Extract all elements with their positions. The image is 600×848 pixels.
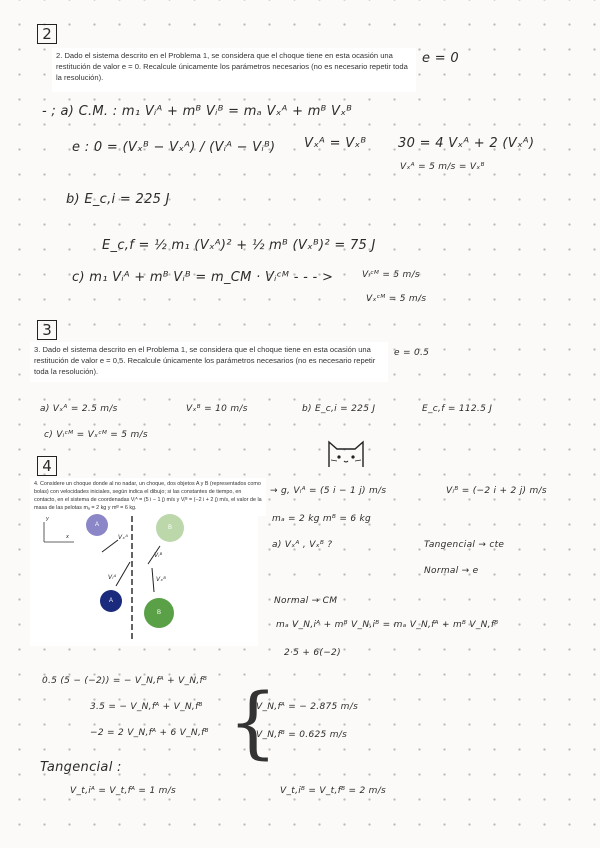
system-brace: {: [228, 678, 278, 768]
velocity-a-final-label: Vₓᴬ: [118, 534, 129, 541]
axis-x-label: x: [66, 534, 70, 540]
velocity-b-initial-label: Vᵢᴮ: [154, 552, 163, 559]
s4-line-6: Normal → e: [424, 566, 479, 576]
s4-line-10: 0.5 (5 − (−2)) = − V_N,fᴬ + V_N,fᴮ: [42, 676, 208, 686]
s3-line-5: c) Vᵢᶜᴹ = Vₓᶜᴹ = 5 m/s: [44, 430, 148, 440]
s4-line-1: → g, Vᵢᴬ = (5 i − 1 j) m/s: [270, 486, 387, 496]
s2-line-2: e : 0 = (Vₓᴮ − Vₓᴬ) / (Vᵢᴬ − Vᵢᴮ): [72, 140, 276, 155]
section-number-2: 2: [37, 24, 57, 44]
s3-line-4: E_c,f = 112.5 J: [422, 404, 493, 414]
s4-line-17: V_t,iᴮ = V_t,fᴮ = 2 m/s: [280, 786, 387, 796]
ball-b-final: B: [144, 598, 174, 628]
s4-line-5: Tangencial → cte: [424, 540, 505, 550]
s3-line-3: b) E_c,i = 225 J: [302, 404, 376, 414]
problem-2-statement: 2. Dado el sistema descrito en el Problema 1, se considera que el choque tiene en esta ocasión una restitución de valor e = 0. Recalcule únicamente los parámetros necesarios (no es necesario repetir toda la resolución).: [52, 48, 416, 92]
ball-b-initial: B: [156, 514, 184, 542]
s2-line-1: - ; a) C.M. : m₁ Vᵢᴬ + mᴮ Vᵢᴮ = mₐ Vₓᴬ + mᴮ Vₓᴮ: [42, 104, 353, 119]
s4-line-13: V_N,fᴬ = − 2.875 m/s: [256, 702, 359, 712]
s4-line-12: −2 = 2 V_N,fᴬ + 6 V_N,fᴮ: [90, 728, 209, 738]
s4-line-11: 3.5 = − V_N,fᴬ + V_N,fᴮ: [90, 702, 203, 712]
s4-line-16: V_t,iᴬ = V_t,fᴬ = 1 m/s: [70, 786, 177, 796]
s2-line-3: Vₓᴬ = Vₓᴮ: [304, 136, 367, 151]
velocity-b-final-label: Vₓᴮ: [156, 576, 167, 583]
s2-given: e = 0: [422, 51, 459, 66]
s3-line-1: a) Vₓᴬ = 2.5 m/s: [40, 404, 118, 414]
s4-line-7: Normal → CM: [274, 596, 338, 606]
velocity-a-initial-label: Vᵢᴬ: [108, 574, 117, 581]
s2-line-9: Vᵢᶜᴹ = 5 m/s: [362, 270, 420, 280]
problem-4-statement: 4. Considere un choque donde al no nadar, un choque, dos objetos A y B (representados como bolas) con velocidades iniciales, según indica el dibujo; si las constantes de tiempo, en contacto, en el sistema de coordenadas Vᵢᴬ = (5 i − 1 j) m/s y Vᵢᴮ = (−2 i + 2 j) m/s, el valor de la masa de las pelotas mₐ = 2 kg y mᴮ = 6 kg.: [30, 478, 266, 516]
s2-line-8: c) m₁ Vᵢᴬ + mᴮ Vᵢᴮ = m_CM · Vᵢᶜᴹ - - - >: [72, 270, 334, 285]
ball-a-initial: A: [86, 514, 108, 536]
ball-a-final: A: [100, 590, 122, 612]
s2-line-4: 30 = 4 Vₓᴬ + 2 (Vₓᴬ): [398, 136, 535, 151]
cat-doodle-icon: [326, 436, 366, 470]
s2-line-5: Vₓᴬ = 5 m/s = Vₓᴮ: [400, 162, 485, 172]
s4-line-4: a) Vₓᴬ , Vₓᴮ ?: [272, 540, 333, 550]
collision-figure: [30, 512, 258, 646]
s4-line-2: Vᵢᴮ = (−2 i + 2 j) m/s: [446, 486, 547, 496]
problem-3-statement: 3. Dado el sistema descrito en el Problema 1, se considera que el choque tiene en esta ocasión una restitución de valor e = 0,5. Recalcule únicamente los parámetros necesarios (no es necesario repetir toda la resolución).: [30, 342, 388, 382]
s4-line-3: mₐ = 2 kg mᴮ = 6 kg: [272, 514, 372, 524]
s3-given: e = 0.5: [394, 348, 430, 358]
section-number-3: 3: [37, 320, 57, 340]
section-number-4: 4: [37, 456, 57, 476]
collision-diagram: [30, 512, 258, 646]
s2-line-10: Vₓᶜᴹ = 5 m/s: [366, 294, 427, 304]
s2-line-7: E_c,f = ½ m₁ (Vₓᴬ)² + ½ mᴮ (Vₓᴮ)² = 75 J: [102, 238, 376, 253]
s4-line-15: Tangencial :: [40, 760, 122, 775]
s4-line-9: 2·5 + 6(−2): [284, 648, 341, 658]
s4-line-8: mₐ V_N,iᴬ + mᴮ V_N,iᴮ = mₐ V_N,fᴬ + mᴮ V_N,fᴮ: [276, 620, 499, 630]
s2-line-6: b) E_c,i = 225 J: [66, 192, 170, 207]
s3-line-2: Vₓᴮ = 10 m/s: [186, 404, 248, 414]
s4-line-14: V_N,fᴮ = 0.625 m/s: [256, 730, 348, 740]
axis-y-label: y: [46, 516, 50, 522]
